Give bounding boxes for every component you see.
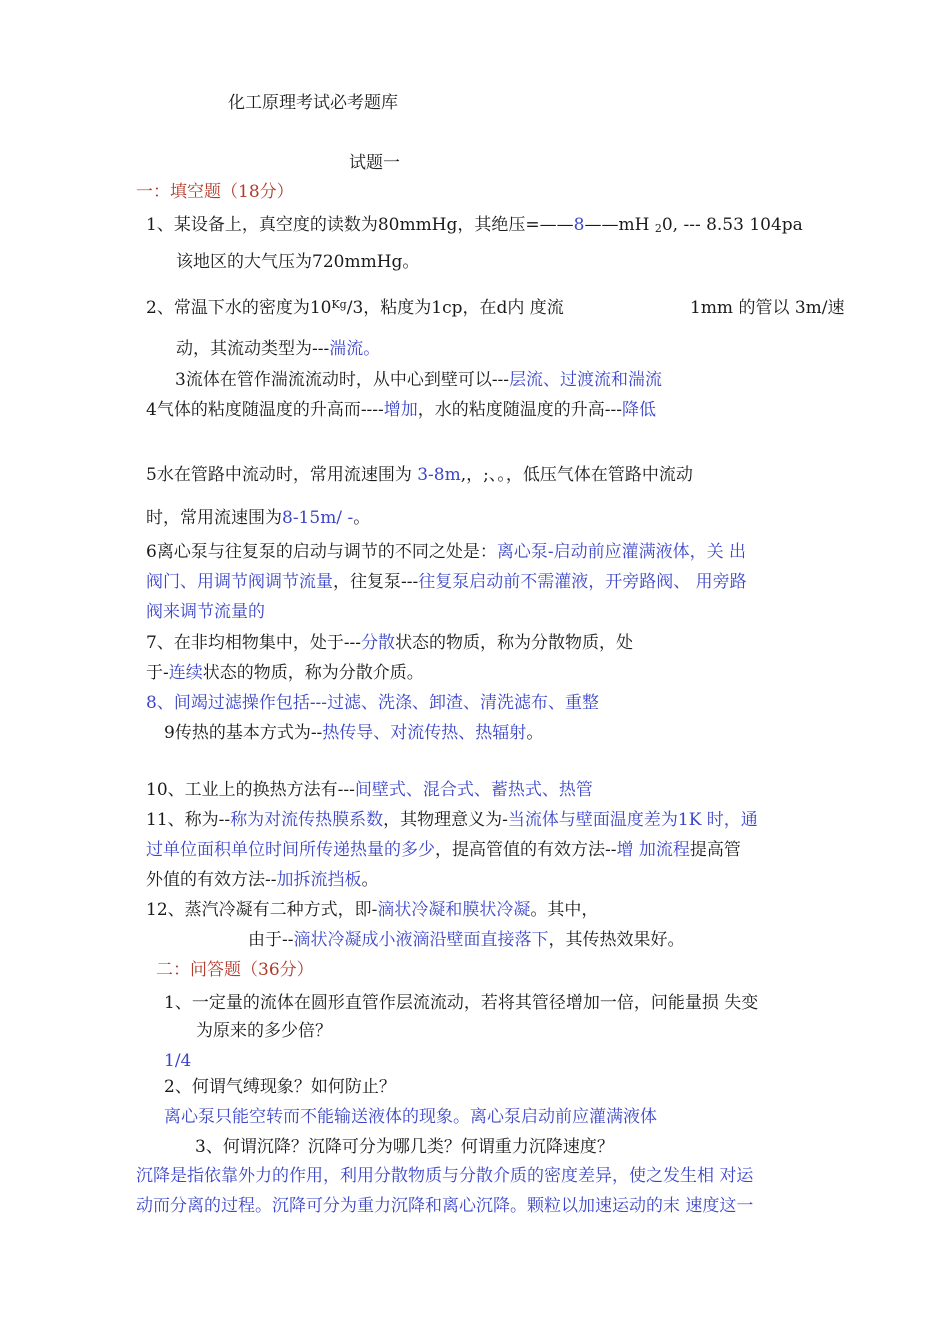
q6-text-b: ，往复泵--- <box>333 572 419 592</box>
q9-answer: 热传导、对流传热、热辐射 <box>322 723 527 743</box>
q10-text: 10、工业上的换热方法有--- <box>146 780 355 800</box>
q11-answer-c: 过单位面积单位时间所传递热量的多少 <box>146 840 435 860</box>
q6-line2 <box>146 571 747 593</box>
q5-answer-a: 3-8m <box>417 465 461 485</box>
q9-line <box>164 722 543 744</box>
q7-text-a: 7、在非均相物集中，处于--- <box>146 633 362 653</box>
q12-line2-text: 由于-- <box>248 930 294 950</box>
q6-line3: 阀来调节流量的 <box>146 602 265 622</box>
q2-text-a: 2、常温下水的密度为10 <box>146 298 332 318</box>
document-title: 化工原理考试必考题库 <box>228 93 398 113</box>
s2-q3-question: 3、何谓沉降？沉降可分为哪几类？何谓重力沉降速度？ <box>195 1137 614 1157</box>
q6-answer-a: 离心泵-启动前应灌满液体，关 出 <box>496 542 746 562</box>
q5-line2 <box>146 507 370 529</box>
s2-q1-answer: 1/4 <box>164 1051 192 1071</box>
q11-line3 <box>146 869 379 891</box>
q9-text: 9传热的基本方式为-- <box>164 723 323 743</box>
q1-subscript: 2 <box>654 222 662 235</box>
q11-line3-text: 外值的有效方法-- <box>146 870 277 890</box>
q5-text-a: 5水在管路中流动时，常用流速围为 <box>146 465 418 485</box>
q3-answer: 层流、过渡流和湍流 <box>509 370 663 390</box>
q1-line1 <box>146 214 803 240</box>
document-subtitle: 试题一 <box>349 153 400 173</box>
q1-line2: 该地区的大气压为720mmHg。 <box>176 252 420 272</box>
q11-line1 <box>146 809 758 831</box>
s2-q2-question: 2、何谓气缚现象？如何防止？ <box>164 1077 396 1097</box>
q8-text: 8、间竭过滤操作包括--- <box>146 693 328 713</box>
q2-line1 <box>146 294 564 319</box>
q4-text-a: 4气体的粘度随温度的升高而---- <box>146 400 384 420</box>
q11-line2 <box>146 839 741 861</box>
q12-answer-b: 滴状冷凝成小液滴沿壁面直接落下 <box>293 930 549 950</box>
q8-answer: 过滤、洗涤、卸渣、清洗滤布、重整 <box>327 693 600 713</box>
q6-line1 <box>146 541 746 563</box>
q7-line1 <box>146 632 633 654</box>
q12-line2-end: ，其传热效果好。 <box>548 930 685 950</box>
q4-text-c: ，水的粘度随温度的升高--- <box>417 400 623 420</box>
q7-line2-text: 于- <box>146 663 169 683</box>
q3-line <box>175 369 662 391</box>
q11-line3-end: 。 <box>361 870 379 890</box>
q8-line <box>146 692 599 714</box>
section1-heading: 一：填空题（18分） <box>136 182 294 202</box>
q7-line2-end: 状态的物质，称为分散介质。 <box>202 663 424 683</box>
q7-line2 <box>146 662 424 684</box>
q11-answer-b: 当流体与壁面温度差为1K 时，通 <box>507 810 758 830</box>
q2-text-b: /3，粘度为1cp，在d内 度流 <box>346 298 564 318</box>
q2-right-text: 1mm 的管以 3m/速 <box>690 298 845 318</box>
q7-answer-a: 分散 <box>361 633 396 653</box>
section2-heading: 二：问答题（36分） <box>156 960 314 980</box>
q5-line2-end: 。 <box>353 508 371 528</box>
q2-superscript: Kg <box>331 298 347 311</box>
q12-answer-a: 滴状冷凝和膜状冷凝 <box>377 900 531 920</box>
q1-text-d: 0, --- 8.53 104pa <box>661 215 803 235</box>
q11-text-b: ，提高管值的有效方法-- <box>435 840 617 860</box>
s2-q3-answer-line1: 沉降是指依靠外力的作用，利用分散物质与分散介质的密度差异，使之发生相 对运 <box>136 1166 754 1186</box>
q2-answer: 湍流。 <box>329 339 381 359</box>
q6-text-a: 6离心泵与往复泵的启动与调节的不同之处是： <box>146 542 497 562</box>
q11-text-c: ，其物理意义为- <box>383 810 508 830</box>
q3-text: 3流体在管作湍流流动时，从中心到壁可以--- <box>175 370 510 390</box>
q11-text-d: 提高管 <box>689 840 741 860</box>
q9-end: 。 <box>526 723 544 743</box>
q4-answer-a: 增加 <box>383 400 418 420</box>
s2-q3-answer-line2: 动而分离的过程。沉降可分为重力沉降和离心沉降。颗粒以加速运动的末 速度这一 <box>136 1196 754 1216</box>
s2-q1-line1: 1、一定量的流体在圆形直管作层流流动，若将其管径增加一倍，问能量损 失变 <box>164 993 759 1013</box>
q1-answer: 8 <box>573 215 585 235</box>
q4-answer-b: 降低 <box>622 400 657 420</box>
s2-q1-line2: 为原来的多少倍？ <box>196 1021 332 1041</box>
q6-answer-c: 往复泵启动前不需灌液，开旁路阀、 用旁路 <box>418 572 747 592</box>
q11-answer-e: 加拆流挡板 <box>276 870 362 890</box>
q2-line2-text: 动，其流动类型为--- <box>176 339 330 359</box>
q1-text-c: ——mH <box>584 215 655 235</box>
q4-line <box>146 399 656 421</box>
q12-text-a: 12、蒸汽冷凝有二种方式，即- <box>146 900 378 920</box>
q10-line <box>146 779 593 801</box>
q2-line2 <box>176 338 380 360</box>
q5-answer-b: 8-15m/ - <box>282 508 354 528</box>
q11-answer-d: 增 加流程 <box>616 840 690 860</box>
q5-line1 <box>146 464 693 486</box>
q12-line2 <box>248 929 685 951</box>
q10-answer: 间壁式、混合式、蓄热式、热管 <box>354 780 593 800</box>
q1-text-a: 1、某设备上，真空度的读数为80mmHg，其绝压=—— <box>146 215 574 235</box>
q11-text-a: 11、称为-- <box>146 810 231 830</box>
q7-text-c: 状态的物质，称为分散物质，处 <box>395 633 634 653</box>
q7-answer-b: 连续 <box>168 663 203 683</box>
q12-text-c: 。其中， <box>530 900 599 920</box>
q5-line2-text: 时，常用流速围为 <box>146 508 282 528</box>
q5-text-c: ,，;、。，低压气体在管路中流动 <box>460 465 693 485</box>
q12-line1 <box>146 899 598 921</box>
q6-answer-b: 阀门、用调节阀调节流量 <box>146 572 333 592</box>
s2-q2-answer: 离心泵只能空转而不能输送液体的现象。离心泵启动前应灌满液体 <box>164 1107 657 1127</box>
q11-answer-a: 称为对流传热膜系数 <box>230 810 384 830</box>
